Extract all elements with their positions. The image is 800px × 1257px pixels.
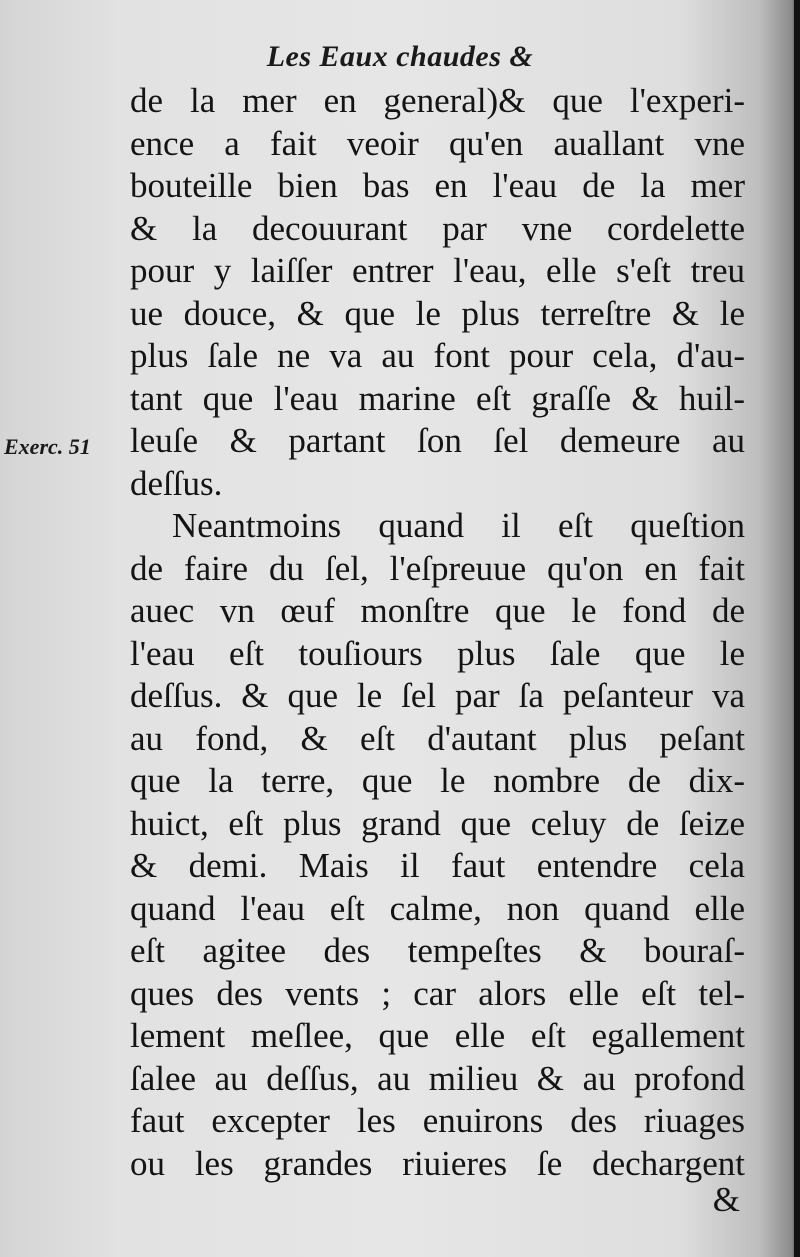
- text-line: faut excepter les enuirons des riuages: [130, 1101, 745, 1140]
- margin-note: Exerc. 51: [4, 434, 91, 459]
- text-line: bouteille bien bas en l'eau de la mer: [130, 166, 745, 205]
- text-line: auec vn œuf monſtre que le fond de: [130, 591, 745, 630]
- body-text: [130, 80, 745, 1185]
- text-line: l'eau eſt touſiours plus ſale que le: [130, 633, 745, 673]
- running-head: Les Eaux chaudes &: [266, 40, 534, 73]
- text-line: tant que l'eau marine eſt graſſe & huil-: [130, 378, 745, 418]
- catchword: &: [712, 1180, 740, 1219]
- text-line: & la decouurant par vne cordelette: [130, 208, 745, 248]
- text-line: quand l'eau eſt calme, non quand elle: [130, 888, 745, 928]
- text-line: leuſe & partant ſon ſel demeure au: [130, 421, 745, 460]
- text-line: eſt agitee des tempeſtes & bouraſ-: [130, 931, 745, 970]
- text-line: que la terre, que le nombre de dix-: [130, 761, 745, 800]
- text-line: Neantmoins quand il eſt queſtion: [172, 506, 745, 545]
- text-line: de faire du ſel, l'eſpreuue qu'on en fait: [130, 548, 745, 588]
- text-line: de la mer en general)& que l'experi-: [130, 81, 745, 120]
- text-line: ue douce, & que le plus terreſtre & le: [130, 293, 745, 333]
- text-line: pour y laiſſer entrer l'eau, elle s'eſt treu: [130, 251, 745, 290]
- text-line: deſſus. & que le ſel par ſa peſanteur va: [130, 676, 745, 715]
- text-line: huict, eſt plus grand que celuy de ſeize: [130, 803, 745, 843]
- page-gutter-shadow: [794, 0, 800, 1257]
- text-line: au fond, & eſt d'autant plus peſant: [130, 718, 745, 758]
- text-line: ence a fait veoir qu'en auallant vne: [130, 123, 745, 163]
- text-line: & demi. Mais il faut entendre cela: [130, 846, 745, 885]
- text-line: lement meſlee, que elle eſt egallement: [130, 1016, 745, 1055]
- text-line: ou les grandes riuieres ſe dechargent: [130, 1143, 745, 1183]
- text-line: plus ſale ne va au font pour cela, d'au-: [130, 336, 745, 375]
- text-line: ques des vents ; car alors elle eſt tel-: [130, 973, 745, 1013]
- text-line: ſalee au deſſus, au milieu & au profond: [130, 1058, 745, 1098]
- text-line: deſſus.: [130, 463, 223, 503]
